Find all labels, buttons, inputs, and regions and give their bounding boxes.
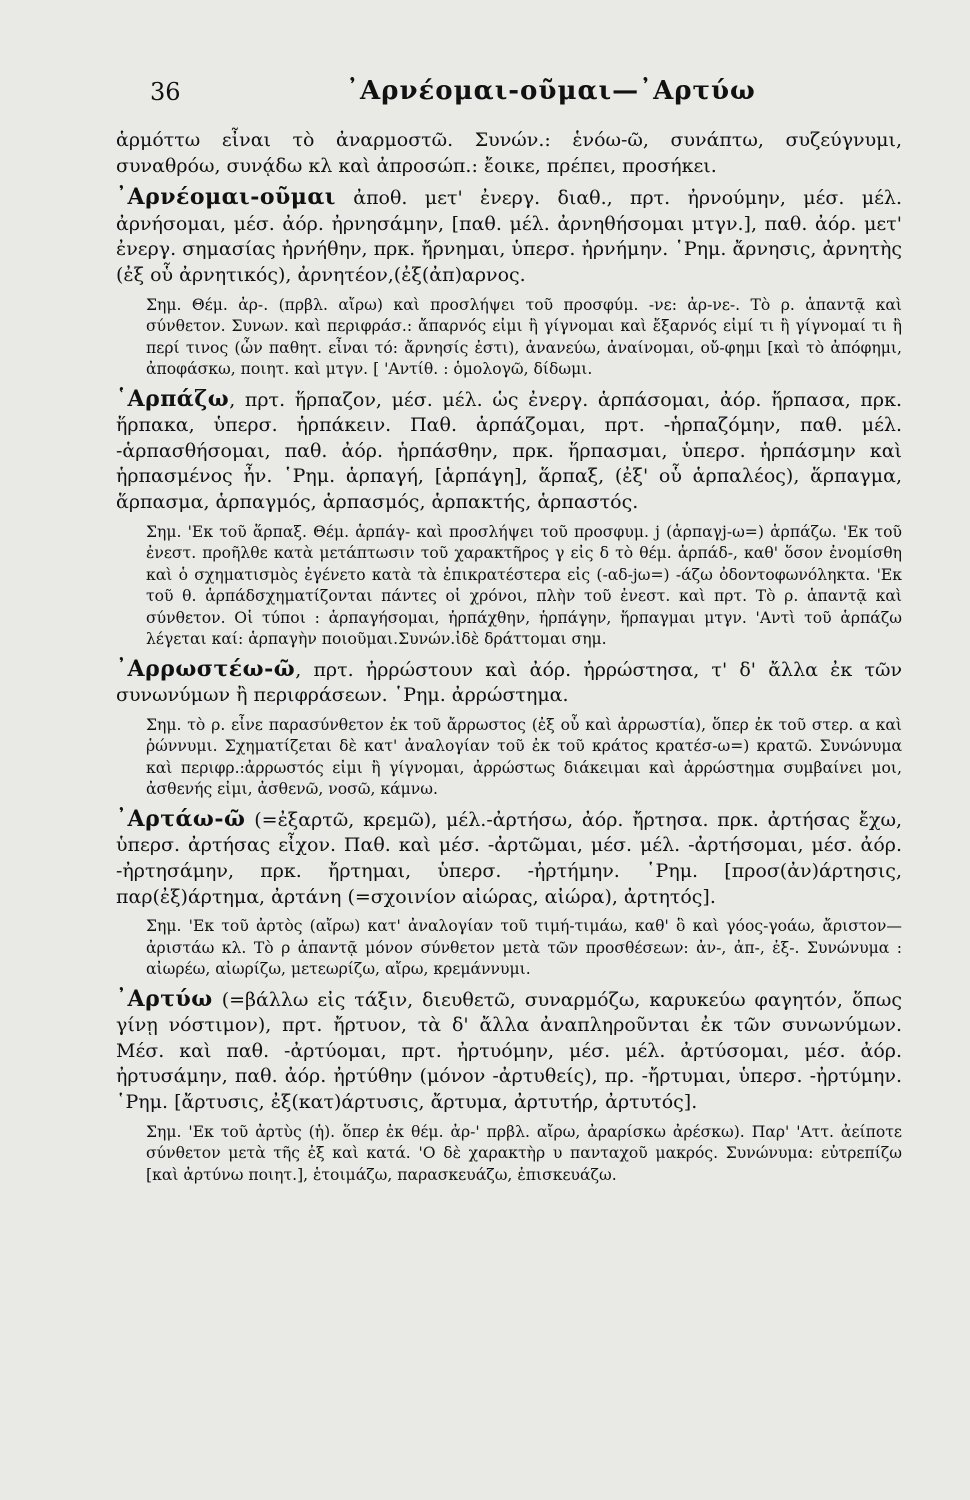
note-body: 'Εκ τοῦ ἅρπαξ. Θέμ. ἁρπάγ- καὶ προσλήψει τοῦ προσφυμ. j (ἁρπαγj-ω=) ἁρπάζω. 'Εκ τοῦ ἐνεστ. προῆλθε κατὰ μετάπτωσιν τοῦ χαρακτῆρος γ εἰς δ τὸ θέμ. ἁρπάδ-, καθ' ὅσον ἐνομίσθη καὶ ὁ σχηματισμὸς ἐγένετο κατὰ τὰ ἐπικρατέστερα εἰς (-αδ-jω=) -άζω ὀδοντοφωνόληκτα. 'Εκ τοῦ θ. ἁρπάδσχηματίζονται πάντες οἱ χρόνοι, πλὴν τοῦ ἐνεστ. καὶ πρτ. Τὸ ρ. ἁπαντᾷ καὶ σύνθετον. Οἱ τύποι : ἁρπαγήσομαι, ἡρπάχθην, ἡρπάγην, ἥρπαγμαι μτγν. 'Αντὶ τοῦ ἁρπάζω λέγεται καί: ἁρπαγὴν ποιοῦμαι.Συνών.ἰδὲ δράττομαι σημ. [146, 522, 902, 649]
entry-body: (=ἐξαρτῶ, κρεμῶ), μέλ.-ἀρτήσω, ἀόρ. ἤρτησα. πρκ. ἀρτήσας ἔχω, ὑπερσ. ἀρτήσας εἶχον. Παθ. καὶ μέσ. -ἀρτῶμαι, μέσ. μέλ. -ἀρτήσομαι, μέσ. ἀόρ. -ἠρτησάμην, πρκ. ἤρτημαι, ὑπερσ. -ἠρτήμην. ῾Ρημ. [προσ(ἀν)άρτησις, παρ(ἐξ)άρτημα, ἀρτάνη (=σχοινίον αἰώρας, αἰώρα), ἀρτητός]. [116, 808, 902, 908]
entry-note [146, 916, 902, 981]
entry-artyo [116, 987, 902, 1116]
entry-note [146, 522, 902, 651]
lemma: ᾿Αρρωστέω-ῶ [116, 655, 296, 682]
lemma: ᾿Αρτάω-ῶ [116, 805, 246, 832]
note-body: Θέμ. ἀρ-. (πρβλ. αἴρω) καὶ προσλήψει τοῦ προσφύμ. -νε: ἀρ-νε-. Τὸ ρ. ἁπαντᾷ καὶ σύνθετον. Συνων. καὶ περιφράσ.: ἄπαρνός εἰμι ἢ γίγνομαι καὶ ἔξαρνός εἰμί τι ἢ γίγνομαί τι ἢ περί τινος (ὧν παθητ. εἶναι τό: ἄρνησίς ἐστι), ἀνανεύω, ἀναίνομαι, οὔ-φημι [καὶ τὸ ἀπόφημι, ἀποφάσκω, ποιητ. καὶ μτγν. [ 'Αντίθ. : ὁμολογῶ, δίδωμι. [146, 295, 902, 379]
entry-harpazo [116, 387, 902, 516]
note-body: 'Εκ τοῦ ἀρτὸς (αἴρω) κατ' ἀναλογίαν τοῦ τιμή-τιμάω, καθ' ὃ καὶ γόος-γοάω, ἄριστον—ἀριστάω κλ. Τὸ ρ ἁπαντᾷ μόνον σύνθετον μετὰ τῶν προσθέσεων: ἀν-, ἀπ-, ἐξ-. Συνώνυμα : αἰωρέω, αἰωρίζω, μετεωρίζω, αἴρω, κρεμάννυμι. [146, 917, 902, 979]
page-number: 36 [150, 78, 181, 106]
entry-note [146, 1122, 902, 1187]
entry-body: , πρτ. ἠρρώστουν καὶ ἀόρ. ἠρρώστησα, τ' δ' ἄλλα ἐκ τῶν συνωνύμων ἢ περιφράσεων. ῾Ρημ. ἀρρώστημα. [116, 658, 902, 707]
note-body: 'Εκ τοῦ ἀρτὺς (ἡ). ὅπερ ἐκ θέμ. ἀρ-' πρβλ. αἴρω, ἀραρίσκω ἀρέσκω). Παρ' 'Αττ. ἀείποτε σύνθετον μετὰ τῆς ἐξ καὶ κατά. 'Ο δὲ χαρακτὴρ υ πανταχοῦ μακρός. Συνώνυμα: εὐτρεπίζω [καὶ ἀρτύνω ποιητ.], ἑτοιμάζω, παρασκευάζω, ἐπισκευάζω. [146, 1122, 902, 1184]
note-label: Σημ. [146, 1122, 182, 1141]
note-label: Σημ. [146, 917, 182, 936]
page-header [116, 62, 902, 128]
lemma: ᾿Αρτύω [116, 985, 213, 1012]
running-head: ᾿Αρνέομαι-οῦμαι—᾿Αρτύω [346, 76, 756, 106]
lemma: ᾿Αρνέομαι-οῦμαι [116, 184, 336, 211]
entry-arneomai [116, 185, 902, 288]
note-body: τὸ ρ. εἶνε παρασύνθετον ἐκ τοῦ ἄρρωστος (ἐξ οὗ καὶ ἀρρωστία), ὅπερ ἐκ τοῦ στερ. α καὶ ῥώννυμι. Σχηματίζεται δὲ κατ' ἀναλογίαν τοῦ ἐκ τοῦ κράτος κρατέσ-ω=) κρατῶ. Συνώνυμα καὶ περιφρ.:ἀρρωστός εἰμι ἢ γίγνομαι, ἀρρώστως διάκειμαι καὶ ἀρρώστημα συμβαίνει μοι, ἀσθενής εἰμι, ἀσθενῶ, νοσῶ, κάμνω. [146, 715, 902, 799]
note-label: Σημ. [146, 715, 182, 734]
entry-body: ἀποθ. μετ' ἐνεργ. διαθ., πρτ. ἠρνούμην, μέσ. μέλ. ἀρνήσομαι, μέσ. ἀόρ. ἠρνησάμην, [παθ. μέλ. ἀρνηθήσομαι μτγν.], παθ. ἀόρ. μετ' ἐνεργ. σημασίας ἠρνήθην, πρκ. ἤρνημαι, ὑπερσ. ἠρνήμην. ῾Ρημ. ἄρνησις, ἀρνητὴς (ἐξ οὗ ἀρνητικός), ἀρνητέον,(ἐξ(ἀπ)αρνος. [116, 187, 902, 286]
entry-body: , πρτ. ἥρπαζον, μέσ. μέλ. ὡς ἐνεργ. ἁρπάσομαι, ἀόρ. ἥρπασα, πρκ. ἥρπακα, ὑπερσ. ἡρπάκειν. Παθ. ἁρπάζομαι, πρτ. -ἡρπαζόμην, παθ. μέλ. -ἁρπασθήσομαι, παθ. ἀόρ. ἡρπάσθην, πρκ. ἥρπασμαι, ὑπερσ. ἡρπάσμην καὶ ἡρπασμένος ἦν. ῾Ρημ. ἁρπαγή, [ἁρπάγη], ἅρπαξ, (ἐξ' οὗ ἁρπαλέος), ἅρπαγμα, ἅρπασμα, ἁρπαγμός, ἁρπασμός, ἁρπακτής, ἁρπαστός. [116, 388, 902, 513]
entry-note [146, 715, 902, 801]
dictionary-text [116, 128, 902, 1186]
entry-continuation: ἁρμόττω εἶναι τὸ ἀναρμοστῶ. Συνών.: ἑνόω-ῶ, συνάπτω, συζεύγνυμι, συναθρόω, συνᾴδω κλ καὶ ἀπροσώπ.: ἔοικε, πρέπει, προσήκει. [116, 129, 902, 177]
lemma: ῾Αρπάζω [116, 385, 230, 412]
note-label: Σημ. [146, 522, 182, 541]
entry-body: (=βάλλω εἰς τάξιν, διευθετῶ, συναρμόζω, καρυκεύω φαγητόν, ὅπως γίνῃ νόστιμον), πρτ. ἤρτυον, τὰ δ' ἄλλα ἀναπληροῦνται ἐκ τῶν συνωνύμων. Μέσ. καὶ παθ. -ἀρτύομαι, πρτ. ἠρτυόμην, μέσ. μέλ. ἀρτύσομαι, μέσ. ἀόρ. ἠρτυσάμην, παθ. ἀόρ. ἠρτύθην (μόνον -ἀρτυθείς), πρ. -ἤρτυμαι, ὑπερσ. -ἠρτύμην. ῾Ρημ. [ἄρτυσις, ἐξ(κατ)άρτυσις, ἄρτυμα, ἀρτυτήρ, ἀρτυτός]. [116, 988, 902, 1113]
entry-arrosteo [116, 657, 902, 709]
entry-note [146, 295, 902, 381]
entry-artao [116, 807, 902, 910]
note-label: Σημ. [146, 295, 182, 314]
